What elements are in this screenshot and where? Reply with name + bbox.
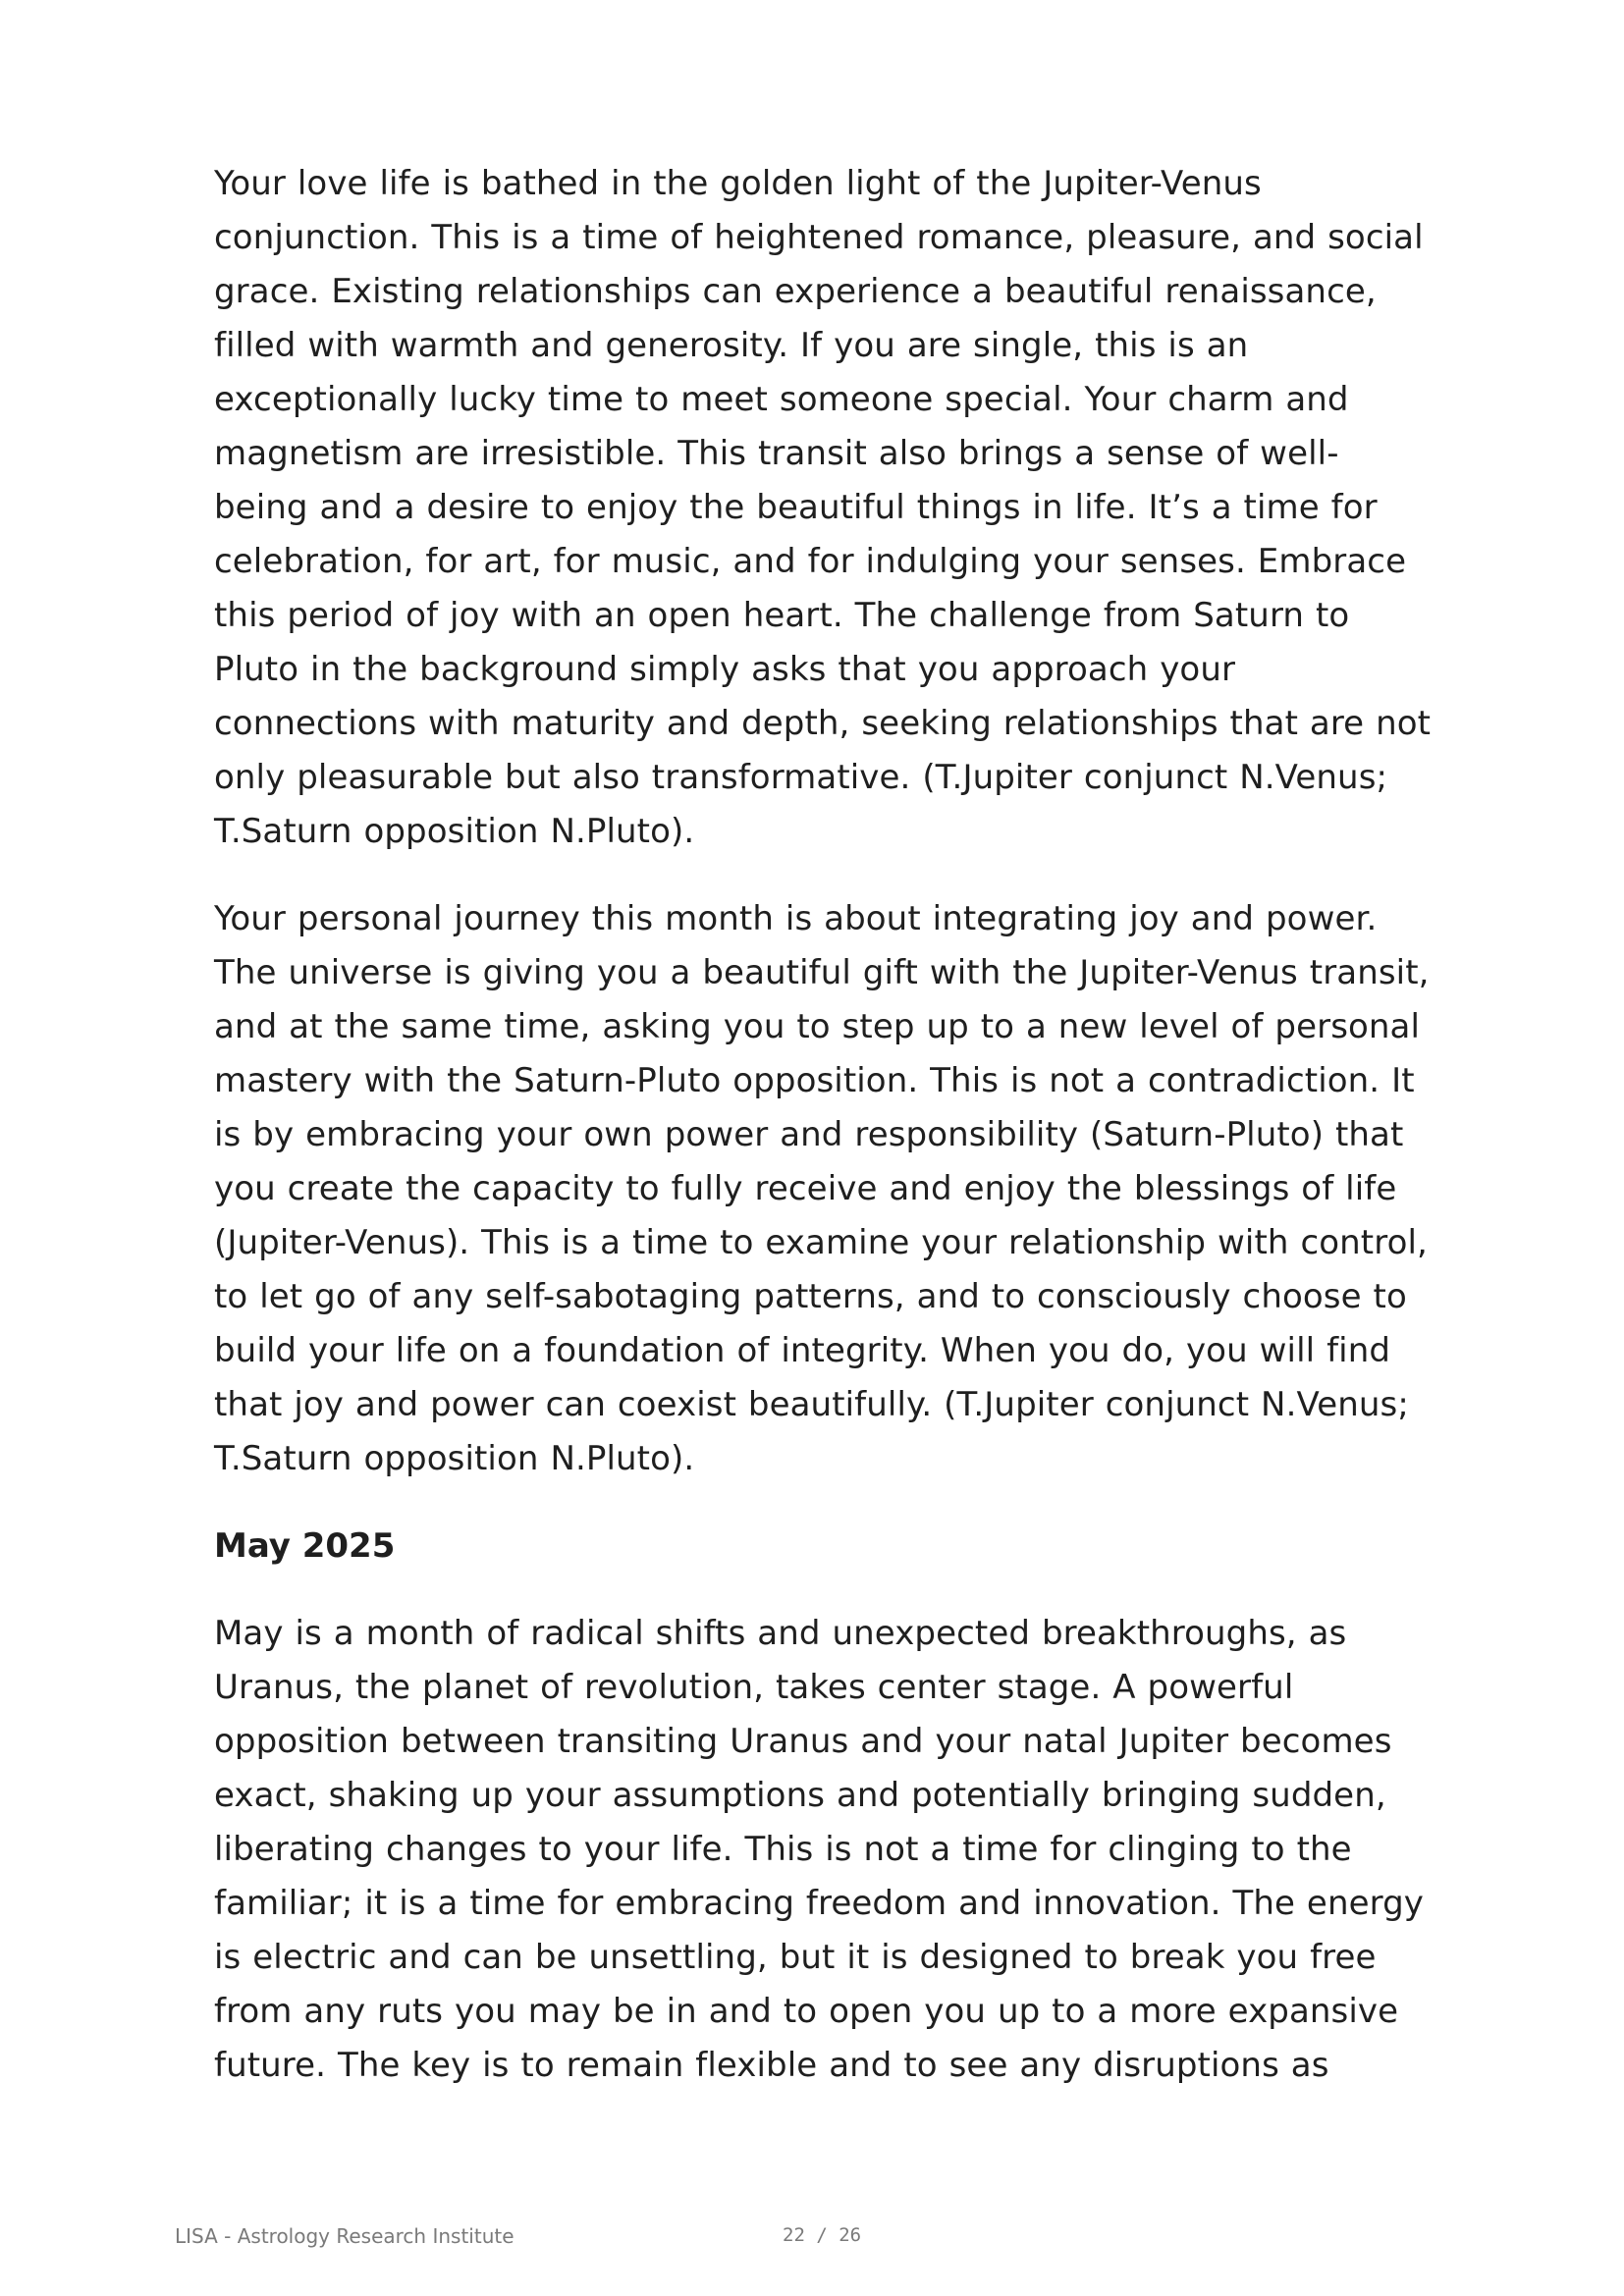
paragraph-personal-journey: Your personal journey this month is about integrating joy and power. The universe is giving you a beautiful gift with the Jupiter-Venus transit, and at the same time, asking you to step up to a new level of personal mastery with the Saturn-Pluto opposition. This is not a contradiction. It is by embracing your own power and responsibility (Saturn-Pluto) that you create the capacity to fully receive and enjoy the blessings of life (Jupiter-Venus). This is a time to examine your relationship with control, to let go of any self-sabotaging patterns, and to consciously choose to build your life on a foundation of integrity. When you do, you will find that joy and power can coexist beautifully. (T.Jupiter conjunct N.Venus; T.Saturn opposition N.Pluto). <box>214 899 1430 1478</box>
page-number: 22 / 26 <box>783 2224 862 2246</box>
section-heading-may-2025: May 2025 <box>214 1526 396 1566</box>
document-body <box>214 157 1432 2126</box>
footer-publisher: LISA - Astrology Research Institute <box>175 2224 514 2248</box>
page-footer <box>0 2224 1624 2254</box>
paragraph-may-overview: May is a month of radical shifts and unexpected breakthroughs, as Uranus, the planet of revolution, takes center stage. A powerful opposition between transiting Uranus and your natal Jupiter becomes exact, shaking up your assumptions and potentially bringing sudden, liberating changes to your life. This is not a time for clinging to the familiar; it is a time for embracing freedom and innovation. The energy is electric and can be unsettling, but it is designed to break you free from any ruts you may be in and to open you up to a more expansive future. The key is to remain flexible and to see any disruptions as <box>214 1614 1425 2085</box>
paragraph-love-life: Your love life is bathed in the golden light of the Jupiter-Venus conjunction. This is a time of heightened romance, pleasure, and social grace. Existing relationships can experience a beautiful renaissance, filled with warmth and generosity. If you are single, this is an exceptionally lucky time to meet someone special. Your charm and magnetism are irresistible. This transit also brings a sense of well-being and a desire to enjoy the beautiful things in life. It’s a time for celebration, for art, for music, and for indulging your senses. Embrace this period of joy with an open heart. The challenge from Saturn to Pluto in the background simply asks that you approach your connections with maturity and depth, seeking relationships that are not only pleasurable but also transformative. (T.Jupiter conjunct N.Venus; T.Saturn opposition N.Pluto). <box>214 164 1432 851</box>
